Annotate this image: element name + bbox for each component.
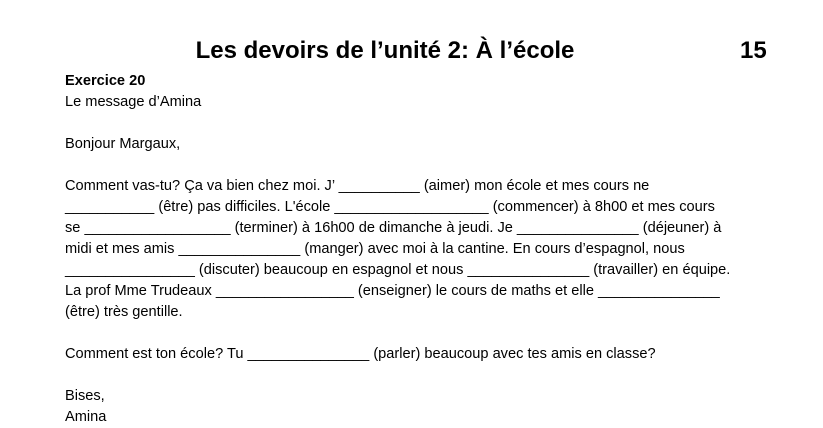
paragraph-line: midi et mes amis _______________ (manger) avec moi à la cantine. En cours d’espagnol, nous <box>65 241 685 257</box>
letter-paragraph-1 <box>65 176 775 323</box>
paragraph-line: La prof Mme Trudeaux _________________ (enseigner) le cours de maths et elle _______________ <box>65 283 720 299</box>
letter-signature: Amina <box>65 409 107 425</box>
page-title: Les devoirs de l’unité 2: À l’école <box>195 37 575 64</box>
letter-greeting: Bonjour Margaux, <box>65 136 181 152</box>
spacer <box>65 365 775 386</box>
spacer <box>65 323 775 344</box>
spacer <box>65 155 775 176</box>
exercise-content <box>65 71 775 428</box>
exercise-title: Exercice 20 <box>65 73 146 89</box>
page-number: 15 <box>740 37 767 64</box>
paragraph-line: Comment vas-tu? Ça va bien chez moi. J’ __________ (aimer) mon école et mes cours ne <box>65 178 650 194</box>
exercise-subtitle: Le message d’Amina <box>65 94 202 110</box>
spacer <box>65 113 775 134</box>
paragraph-line: (être) très gentille. <box>65 304 183 320</box>
letter-paragraph-2: Comment est ton école? Tu _______________ (parler) beaucoup avec tes amis en classe? <box>65 346 656 362</box>
paragraph-line: ___________ (être) pas difficiles. L'école ___________________ (commencer) à 8h00 et mes cours <box>65 199 715 215</box>
letter-closing: Bises, <box>65 388 105 404</box>
paragraph-line: se __________________ (terminer) à 16h00 de dimanche à jeudi. Je _______________ (déjeuner) à <box>65 220 722 236</box>
paragraph-line: ________________ (discuter) beaucoup en espagnol et nous _______________ (travailler) en équipe. <box>65 262 731 278</box>
